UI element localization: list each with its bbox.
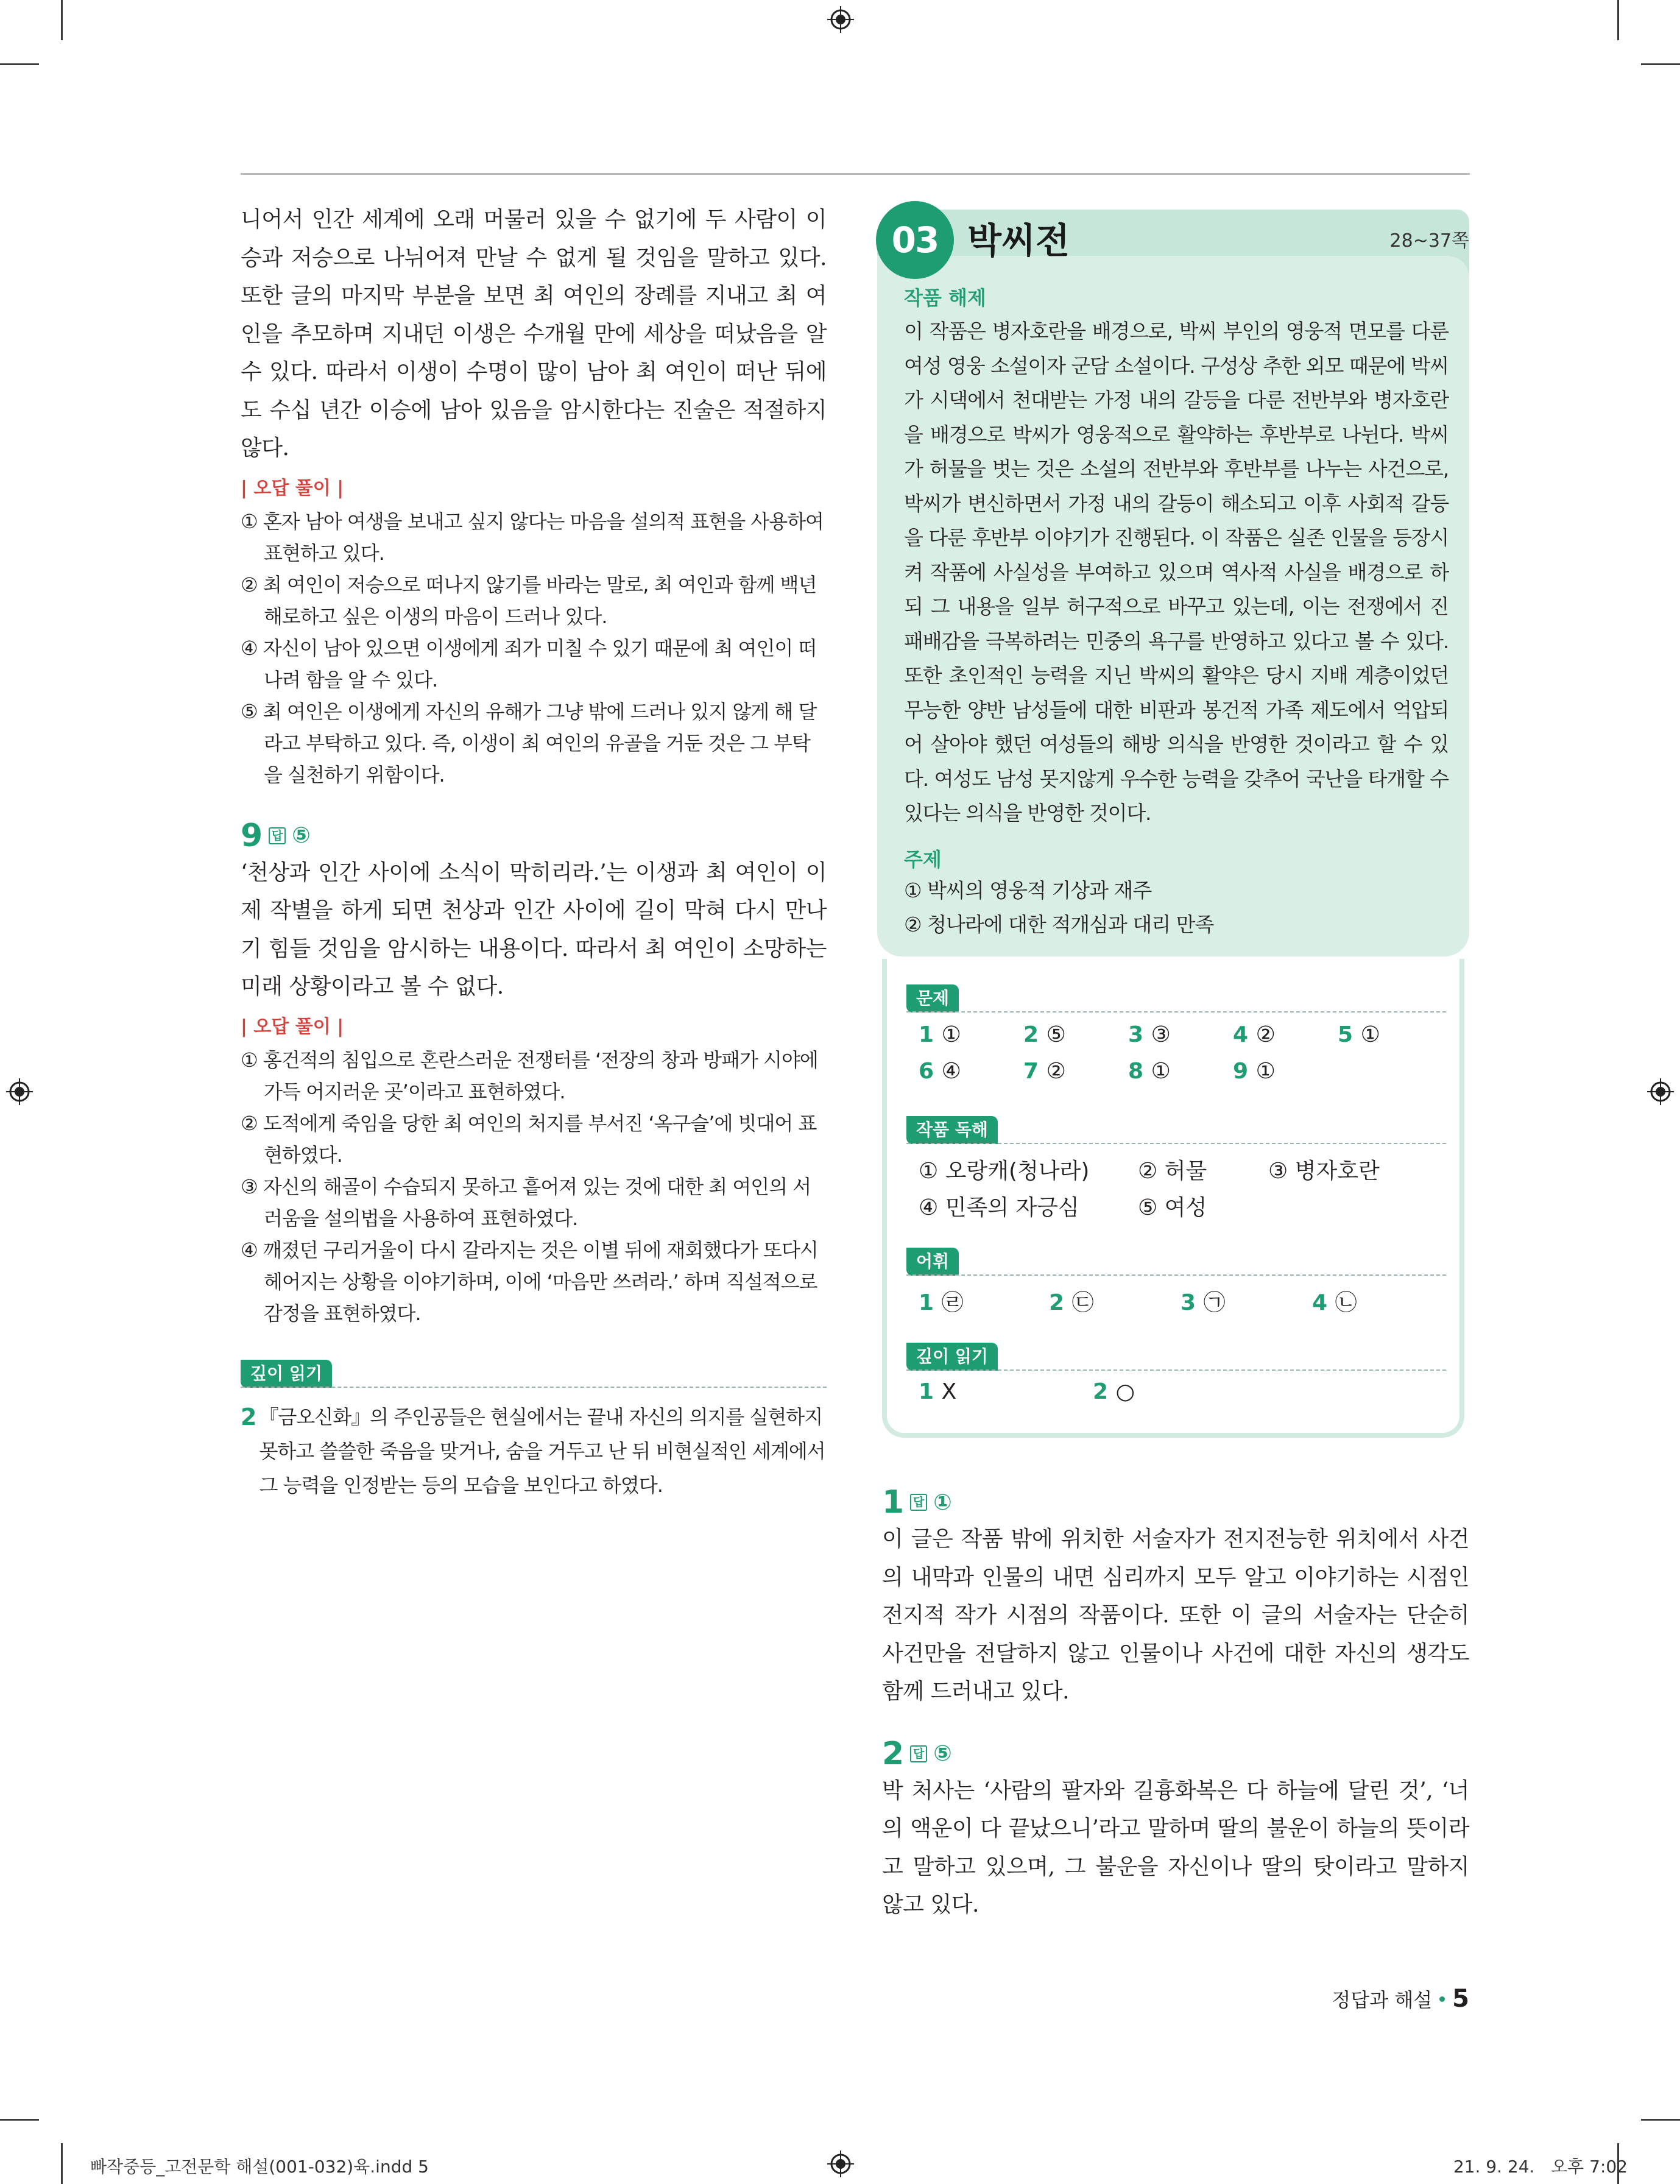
crop-mark — [61, 2143, 63, 2184]
reading-answer: ① 오랑캐(청나라) — [919, 1159, 1090, 1184]
answer-value: ① — [933, 1490, 952, 1515]
item-number: 3 — [1181, 1290, 1196, 1315]
item-answer: ① — [941, 1022, 961, 1047]
work-title: 박씨전 — [967, 220, 1070, 261]
reading-answer: ② 허물 — [1138, 1159, 1207, 1184]
header-rule — [241, 173, 1470, 175]
item-answer: ① — [1151, 1059, 1171, 1084]
item-answer: ⑤ — [1046, 1022, 1066, 1047]
item-number: 8 — [1128, 1059, 1144, 1084]
item-number: 6 — [919, 1059, 934, 1084]
crop-mark — [0, 2119, 39, 2121]
answer-section-header — [906, 1343, 1446, 1373]
item-answer: ④ — [941, 1059, 961, 1084]
work-number-badge: 03 — [876, 201, 954, 279]
right-explanations — [882, 1484, 1469, 1924]
list-item: ⑤ 최 여인은 이생에게 자신의 유해가 그냥 밖에 드러나 있지 않게 해 달라고 부탁하고 있다. 즉, 이생이 최 여인의 유골을 거둔 것은 그 부탁을 실천하기 위함이다. — [241, 699, 817, 786]
list-item: ④ 자신이 남아 있으면 이생에게 죄가 미칠 수 있기 때문에 최 여인이 떠나려 함을 알 수 있다. — [241, 636, 817, 691]
problems-label: 문제 — [906, 984, 959, 1012]
explanation-paragraph: 박 처사는 ‘사람의 팔자와 길흉화복은 다 하늘에 달린 것’, ‘너의 액운이 다 끝났으니’라고 말하며 딸의 불운이 하늘의 뜻이라고 말하고 있으며, 그 불운을 자신이나 딸의 탓이라고 말하지 않고 있다. — [882, 1778, 1469, 1917]
answer-mark-icon: 답 — [910, 1745, 927, 1762]
item-answer: ○ — [1115, 1379, 1135, 1404]
question-number: 9 — [241, 817, 263, 854]
crop-mark — [61, 0, 63, 40]
reading-answer: ④ 민족의 자긍심 — [919, 1195, 1079, 1220]
bullet-icon — [1439, 1996, 1445, 2002]
dashed-divider — [906, 1143, 1446, 1144]
question-9-header — [241, 818, 827, 854]
section-title: 작품 해제 — [904, 286, 986, 309]
explanation-paragraph: 니어서 인간 세계에 오래 머물러 있을 수 없기에 두 사람이 이승과 저승으로 나뉘어져 만날 수 없게 될 것임을 말하고 있다. 또한 글의 마지막 부분을 보면 최 여인의 장례를 지내고 최 여인을 추모하며 지내던 이생은 수개월 만에 세상을 떠났음을 알 수 있다. 따라서 이생이 수명이 많이 남아 최 여인이 떠난 뒤에도 수십 년간 이승에 남아 있음을 암시한다는 진술은 적절하지 않다. — [241, 207, 827, 461]
item-number: 2 — [1093, 1379, 1109, 1404]
item-number: 3 — [1128, 1022, 1144, 1047]
item-number: 4 — [1233, 1022, 1249, 1047]
wrong-answer-list — [241, 1044, 827, 1329]
answer-value: ⑤ — [292, 823, 311, 848]
item-number: 2 — [1023, 1022, 1039, 1047]
question-2-header — [882, 1736, 1469, 1772]
answer-key-box — [882, 959, 1464, 1438]
list-item: ④ 깨졌던 구리거울이 다시 갈라지는 것은 이별 뒤에 재회했다가 또다시 헤어지는 상황을 이야기하며, 이에 ‘마음만 쓰려라.’ 하며 직설적으로 감정을 표현하였다. — [241, 1238, 818, 1325]
list-item: ② 도적에게 죽임을 당한 최 여인의 처지를 부서진 ‘옥구슬’에 빗대어 표현하였다. — [241, 1111, 817, 1167]
list-item: ③ 자신의 해골이 수습되지 못하고 흩어져 있는 것에 대한 최 여인의 서러움을 설의법을 사용하여 표현하였다. — [241, 1175, 811, 1230]
item-number: 9 — [1233, 1059, 1249, 1084]
crop-mark — [0, 63, 39, 65]
item-number: 2 — [241, 1403, 257, 1430]
theme-item: ② 청나라에 대한 적개심과 대리 만족 — [904, 912, 1214, 936]
item-number: 1 — [919, 1379, 934, 1404]
item-number: 4 — [1312, 1290, 1328, 1315]
registration-mark-icon — [6, 1078, 33, 1105]
item-number: 1 — [919, 1022, 934, 1047]
deep-label: 깊이 읽기 — [906, 1343, 998, 1371]
crop-mark — [1641, 63, 1680, 65]
list-item: ② 최 여인이 저승으로 떠나지 않기를 바라는 말로, 최 여인과 함께 백년해로하고 싶은 이생의 마음이 드러나 있다. — [241, 573, 817, 628]
section-name: 정답과 해설 — [1332, 1988, 1433, 2012]
crop-mark — [1641, 2119, 1680, 2121]
item-answer: ③ — [1151, 1022, 1171, 1047]
page-range: 28~37쪽 — [1389, 230, 1469, 252]
left-column — [241, 201, 827, 1502]
deep-reading-item — [241, 1400, 827, 1502]
item-number: 1 — [919, 1290, 934, 1315]
answer-mark-icon: 답 — [269, 827, 286, 844]
item-answer: ① — [1255, 1059, 1276, 1084]
work-card-body — [877, 256, 1469, 956]
item-answer: ㉣ — [941, 1290, 964, 1315]
item-answer: ① — [1360, 1022, 1380, 1047]
section-title: 주제 — [904, 847, 942, 871]
answer-section-header — [906, 1116, 1446, 1147]
dashed-divider — [906, 1369, 1446, 1371]
item-answer: ② — [1046, 1059, 1066, 1084]
work-analysis-text: 이 작품은 병자호란을 배경으로, 박씨 부인의 영웅적 면모를 다룬 여성 영웅 소설이자 군담 소설이다. 구성상 추한 외모 때문에 박씨가 시댁에서 천대받는 가정 내의 갈등을 다룬 전반부와 병자호란을 배경으로 박씨가 영웅적으로 활약하는 후반부로 나뉜다. 박씨가 허물을 벗는 것은 소설의 전반부와 후반부를 나누는 사건으로, 박씨가 변신하면서 가정 내의 갈등이 해소되고 이후 사회적 갈등을 다룬 후반부 이야기가 진행된다. 이 작품은 실존 인물을 등장시켜 작품에 사실성을 부여하고 있으며 역사적 사실을 배경으로 하되 그 내용을 일부 허구적으로 바꾸고 있는데, 이는 전쟁에서 진 패배감을 극복하려는 민중의 욕구를 반영하고 있다고 볼 수 있다. 또한 초인적인 능력을 지닌 박씨의 활약은 당시 지배 계층이었던 무능한 양반 남성들에 대한 비판과 봉건적 가족 제도에서 억압되어 살아야 했던 여성들의 해방 의식을 반영한 것이라고 할 수 있다. 여성도 남성 못지않게 우수한 능력을 갖추어 국난을 타개할 수 있다는 의식을 반영한 것이다. — [904, 319, 1449, 825]
item-answer: ② — [1255, 1022, 1276, 1047]
explanation-paragraph: 이 글은 작품 밖에 위치한 서술자가 전지전능한 위치에서 사건의 내막과 인물의 내면 심리까지 모두 알고 이야기하는 시점인 전지적 작가 시점의 작품이다. 또한 이 글의 서술자는 단순히 사건만을 전달하지 않고 인물이나 사건에 대한 자신의 생각도 함께 드러내고 있다. — [882, 1527, 1469, 1704]
reading-answer: ③ 병자호란 — [1268, 1159, 1380, 1184]
dashed-divider — [241, 1387, 827, 1388]
item-answer: ㉢ — [1071, 1290, 1094, 1315]
crop-mark — [1617, 0, 1619, 40]
reading-label: 작품 독해 — [906, 1116, 998, 1144]
dashed-divider — [906, 1274, 1446, 1276]
list-item: ① 혼자 남아 여생을 보내고 싶지 않다는 마음을 설의적 표현을 사용하여 표현하고 있다. — [241, 509, 824, 565]
question-number: 1 — [882, 1484, 905, 1521]
wrong-answer-tag: | 오답 풀이 | — [241, 1016, 344, 1037]
question-1-header — [882, 1484, 1469, 1521]
file-name: 빠작중등_고전문학 해설(001-032)육.indd 5 — [90, 2157, 429, 2177]
wrong-answer-list — [241, 506, 827, 791]
item-answer: ㉡ — [1335, 1290, 1357, 1315]
item-answer: X — [941, 1379, 957, 1404]
deep-reading-header — [241, 1360, 827, 1390]
registration-mark-icon — [1647, 1078, 1674, 1105]
explanation-paragraph: ‘천상과 인간 사이에 소식이 막히리라.’는 이생과 최 여인이 이제 작별을 하게 되면 천상과 인간 사이에 길이 막혀 다시 만나기 힘들 것임을 암시하는 내용이다. 따라서 최 여인이 소망하는 미래 상황이라고 볼 수 없다. — [241, 860, 827, 999]
item-number: 2 — [1049, 1290, 1065, 1315]
answer-value: ⑤ — [933, 1741, 952, 1766]
reading-answer: ⑤ 여성 — [1138, 1195, 1207, 1220]
deep-reading-label: 깊이 읽기 — [241, 1360, 332, 1388]
registration-mark-icon — [827, 2150, 854, 2177]
item-number: 5 — [1338, 1022, 1354, 1047]
answer-section-header — [906, 1248, 1446, 1278]
print-datetime: 21. 9. 24. 오후 7:02 — [1453, 2157, 1628, 2177]
deep-reading-text: 『금오신화』의 주인공들은 현실에서는 끝내 자신의 의지를 실현하지 못하고 쓸쓸한 죽음을 맞거나, 숨을 거두고 난 뒤 비현실적인 세계에서 그 능력을 인정받는 등의 모습을 보인다고 하였다. — [259, 1405, 825, 1497]
wrong-answer-tag: | 오답 풀이 | — [241, 477, 344, 499]
page-number: 5 — [1452, 1985, 1469, 2013]
registration-mark-icon — [827, 6, 854, 33]
item-answer: ㉠ — [1203, 1290, 1226, 1315]
theme-item: ① 박씨의 영웅적 기상과 재주 — [904, 878, 1152, 902]
page-footer — [1332, 1985, 1469, 2013]
question-number: 2 — [882, 1735, 905, 1772]
answer-section-header — [906, 984, 1446, 1015]
list-item: ① 홍건적의 침입으로 혼란스러운 전쟁터를 ‘전장의 창과 방패가 시야에 가득 어지러운 곳’이라고 표현하였다. — [241, 1048, 818, 1103]
vocab-label: 어휘 — [906, 1248, 959, 1276]
answer-mark-icon: 답 — [910, 1494, 927, 1511]
dashed-divider — [906, 1011, 1446, 1012]
item-number: 7 — [1023, 1059, 1039, 1084]
